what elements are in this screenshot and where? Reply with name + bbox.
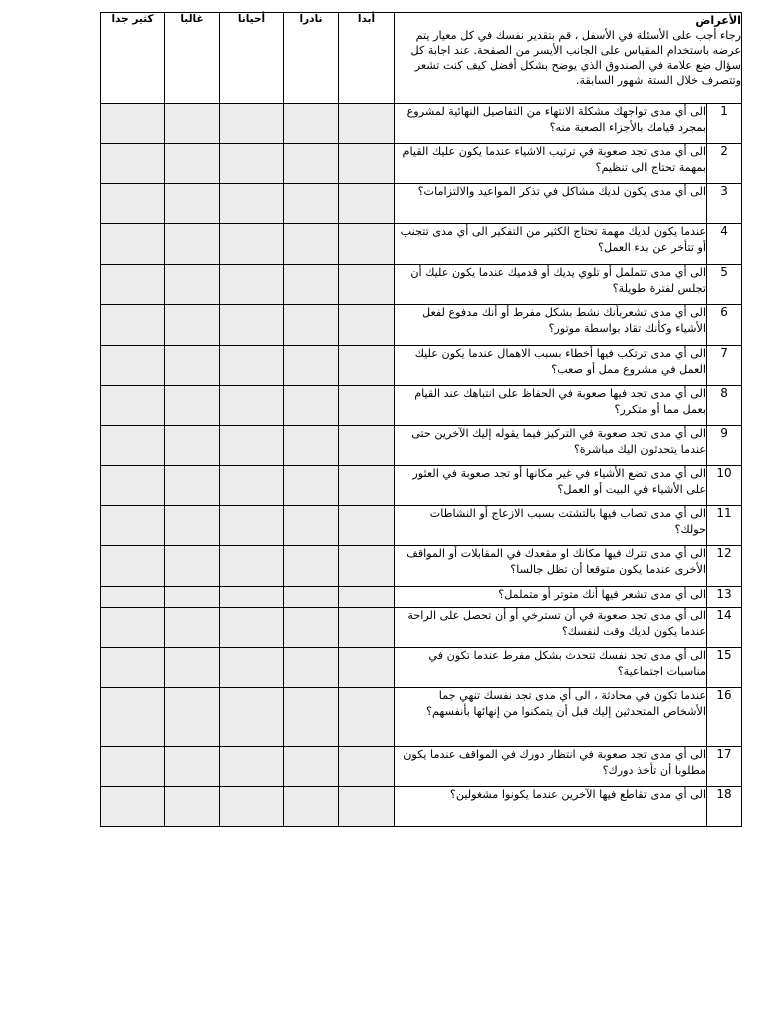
answer-box-very-often[interactable] [101,104,165,144]
answer-box-very-often[interactable] [101,305,165,346]
answer-box-often[interactable] [165,386,220,426]
answer-box-rarely[interactable] [284,747,339,787]
answer-box-very-often[interactable] [101,184,165,224]
question-row [101,224,742,265]
question-text: الى أي مدى تجد صعوبة في التركيز فيما يقوله إليك الآخرين حتى عندما يتحدثون اليك مباشرة؟ [395,426,707,466]
scale-header-rarely: نادرا [284,13,339,104]
answer-box-never[interactable] [339,265,395,305]
answer-box-sometimes[interactable] [220,546,284,587]
answer-box-very-often[interactable] [101,587,165,608]
question-number: 8 [707,386,742,426]
question-row [101,265,742,305]
answer-box-very-often[interactable] [101,787,165,827]
scale-header-often: غالبا [165,13,220,104]
question-number: 18 [707,787,742,827]
question-number: 16 [707,688,742,747]
answer-box-very-often[interactable] [101,648,165,688]
answer-box-sometimes[interactable] [220,346,284,386]
answer-box-very-often[interactable] [101,386,165,426]
answer-box-sometimes[interactable] [220,506,284,546]
question-row [101,184,742,224]
answer-box-never[interactable] [339,747,395,787]
question-text: عندما يكون لديك مهمة تحتاج الكثير من التفكير الى أي مدى تتجنب أو تتأخر عن بدء العمل؟ [395,224,707,265]
answer-box-never[interactable] [339,787,395,827]
symptoms-title: الأعراض [695,14,742,27]
question-text: عندما تكون في محادثة ، الى أي مدى تجد نفسك تنهي جما الأشخاص المتحدثين إليك قبل أن يتمكنوا من إنهائها بأنفسهم؟ [395,688,707,747]
answer-box-rarely[interactable] [284,787,339,827]
question-number: 1 [707,104,742,144]
answer-box-often[interactable] [165,265,220,305]
answer-box-often[interactable] [165,104,220,144]
question-text: الى أي مدى تجد صعوبة في انتظار دورك في المواقف عندما يكون مطلوبا أن تأخذ دورك؟ [395,747,707,787]
symptom-questionnaire-table [100,12,742,827]
question-row [101,386,742,426]
question-text: الى أي مدى تشعربأنك نشط بشكل مفرط أو أنك مدفوع لفعل الأشياء وكأنك تقاد بواسطة موتور؟ [395,305,707,346]
answer-box-never[interactable] [339,648,395,688]
answer-box-never[interactable] [339,506,395,546]
instructions-text: رجاء أجب على الأسئلة في الأسفل ، قم بتقدير نفسك في كل معيار يتم عرضه باستخدام المقياس على الجانب الأيسر من الصفحة. عند اجابة كل سؤال ضع علامة في الصندوق الذي يوضح بشكل أفضل كيف كنت تشعر وتتصرف خلال الستة شهور السابقة. [410,29,742,87]
answer-box-often[interactable] [165,587,220,608]
question-number: 12 [707,546,742,587]
answer-box-often[interactable] [165,184,220,224]
answer-box-never[interactable] [339,466,395,506]
question-row [101,648,742,688]
answer-box-very-often[interactable] [101,546,165,587]
question-row [101,747,742,787]
answer-box-never[interactable] [339,426,395,466]
answer-box-very-often[interactable] [101,265,165,305]
question-text: الى أي مدى تجد صعوبة في أن تسترخي أو أن تحصل على الراحة عندما يكون لديك وقت لنفسك؟ [395,608,707,648]
answer-box-sometimes[interactable] [220,466,284,506]
answer-box-often[interactable] [165,346,220,386]
answer-box-rarely[interactable] [284,466,339,506]
scale-header-sometimes: أحيانا [220,13,284,104]
answer-box-rarely[interactable] [284,426,339,466]
question-number: 5 [707,265,742,305]
answer-box-often[interactable] [165,426,220,466]
answer-box-often[interactable] [165,608,220,648]
question-row [101,787,742,827]
answer-box-often[interactable] [165,747,220,787]
answer-box-never[interactable] [339,587,395,608]
question-number: 6 [707,305,742,346]
answer-box-very-often[interactable] [101,144,165,184]
question-row [101,466,742,506]
answer-box-very-often[interactable] [101,747,165,787]
question-number: 15 [707,648,742,688]
answer-box-sometimes[interactable] [220,648,284,688]
question-text: الى أي مدى يكون لديك مشاكل في تذكر المواعيد والالتزامات؟ [395,184,707,224]
question-row [101,305,742,346]
question-number: 2 [707,144,742,184]
answer-box-rarely[interactable] [284,104,339,144]
answer-box-very-often[interactable] [101,608,165,648]
question-text: الى أي مدى تجد نفسك تتحدث بشكل مفرط عندما تكون في مناسبات اجتماعية؟ [395,648,707,688]
answer-box-rarely[interactable] [284,265,339,305]
answer-box-sometimes[interactable] [220,688,284,747]
answer-box-very-often[interactable] [101,688,165,747]
answer-box-often[interactable] [165,688,220,747]
answer-box-sometimes[interactable] [220,587,284,608]
answer-box-rarely[interactable] [284,184,339,224]
answer-box-very-often[interactable] [101,506,165,546]
question-row [101,688,742,747]
answer-box-often[interactable] [165,305,220,346]
answer-box-never[interactable] [339,546,395,587]
question-number: 11 [707,506,742,546]
answer-box-often[interactable] [165,224,220,265]
answer-box-rarely[interactable] [284,688,339,747]
answer-box-rarely[interactable] [284,305,339,346]
question-row [101,144,742,184]
answer-box-never[interactable] [339,688,395,747]
answer-box-often[interactable] [165,466,220,506]
answer-box-rarely[interactable] [284,587,339,608]
answer-box-never[interactable] [339,144,395,184]
answer-box-often[interactable] [165,546,220,587]
answer-box-rarely[interactable] [284,386,339,426]
question-row [101,546,742,587]
answer-box-rarely[interactable] [284,224,339,265]
scale-header-very-often: كثير جدا [101,13,165,104]
answer-box-rarely[interactable] [284,648,339,688]
question-text: الى أي مدى تصاب فيها بالتشتت بسبب الازعاج أو النشاطات حولك؟ [395,506,707,546]
answer-box-sometimes[interactable] [220,747,284,787]
answer-box-rarely[interactable] [284,608,339,648]
question-number: 4 [707,224,742,265]
answer-box-sometimes[interactable] [220,184,284,224]
answer-box-never[interactable] [339,305,395,346]
question-text: الى أي مدى ترتكب فيها أخطاء بسبب الاهمال عندما يكون عليك العمل في مشروع ممل أو صعب؟ [395,346,707,386]
answer-box-often[interactable] [165,506,220,546]
question-number: 13 [707,587,742,608]
question-text: الى أي مدى تضع الأشياء في غير مكانها أو تجد صعوبة في العثور على الأشياء في البيت أو العمل؟ [395,466,707,506]
answer-box-rarely[interactable] [284,144,339,184]
answer-box-never[interactable] [339,608,395,648]
answer-box-very-often[interactable] [101,224,165,265]
answer-box-very-often[interactable] [101,466,165,506]
question-number: 14 [707,608,742,648]
question-text: الى أي مدى تجد فيها صعوبة في الحفاظ على انتباهك عند القيام بعمل مما أو متكرر؟ [395,386,707,426]
question-row [101,104,742,144]
question-text: الى أي مدى تقاطع فيها الآخرين عندما يكونوا مشغولين؟ [395,787,707,827]
instructions-cell [395,13,742,104]
answer-box-never[interactable] [339,184,395,224]
answer-box-very-often[interactable] [101,426,165,466]
answer-box-sometimes[interactable] [220,104,284,144]
answer-box-never[interactable] [339,346,395,386]
question-text: الى أي مدى تترك فيها مكانك او مقعدك في المقابلات أو المواقف الأخرى عندما يكون متوقعا أن تظل جالسا؟ [395,546,707,587]
answer-box-often[interactable] [165,787,220,827]
question-row [101,587,742,608]
answer-box-rarely[interactable] [284,506,339,546]
question-row [101,346,742,386]
answer-box-sometimes[interactable] [220,265,284,305]
answer-box-very-often[interactable] [101,346,165,386]
question-number: 3 [707,184,742,224]
scale-header-never: أبدا [339,13,395,104]
question-row [101,426,742,466]
question-text: الى أي مدى تتململ أو تلوي يديك أو قدميك عندما يكون عليك أن تجلس لفترة طويلة؟ [395,265,707,305]
header-row [101,13,742,104]
answer-box-sometimes[interactable] [220,305,284,346]
answer-box-sometimes[interactable] [220,224,284,265]
answer-box-sometimes[interactable] [220,386,284,426]
answer-box-rarely[interactable] [284,346,339,386]
answer-box-never[interactable] [339,104,395,144]
answer-box-often[interactable] [165,648,220,688]
question-number: 10 [707,466,742,506]
answer-box-rarely[interactable] [284,546,339,587]
answer-box-sometimes[interactable] [220,608,284,648]
question-number: 9 [707,426,742,466]
question-text: الى أي مدى تجد صعوبة في ترتيب الاشياء عندما يكون عليك القيام بمهمة تحتاج الى تنظيم؟ [395,144,707,184]
answer-box-often[interactable] [165,144,220,184]
question-number: 7 [707,346,742,386]
answer-box-sometimes[interactable] [220,787,284,827]
answer-box-sometimes[interactable] [220,426,284,466]
question-text: الى أي مدى تشعر فيها أنك متوتر أو متململ؟ [395,587,707,608]
question-number: 17 [707,747,742,787]
question-row [101,506,742,546]
answer-box-never[interactable] [339,224,395,265]
answer-box-never[interactable] [339,386,395,426]
question-text: الى أي مدى تواجهك مشكلة الانتهاء من التفاصيل النهائية لمشروع بمجرد قيامك بالأجزاء الصعبة منه؟ [395,104,707,144]
question-row [101,608,742,648]
answer-box-sometimes[interactable] [220,144,284,184]
